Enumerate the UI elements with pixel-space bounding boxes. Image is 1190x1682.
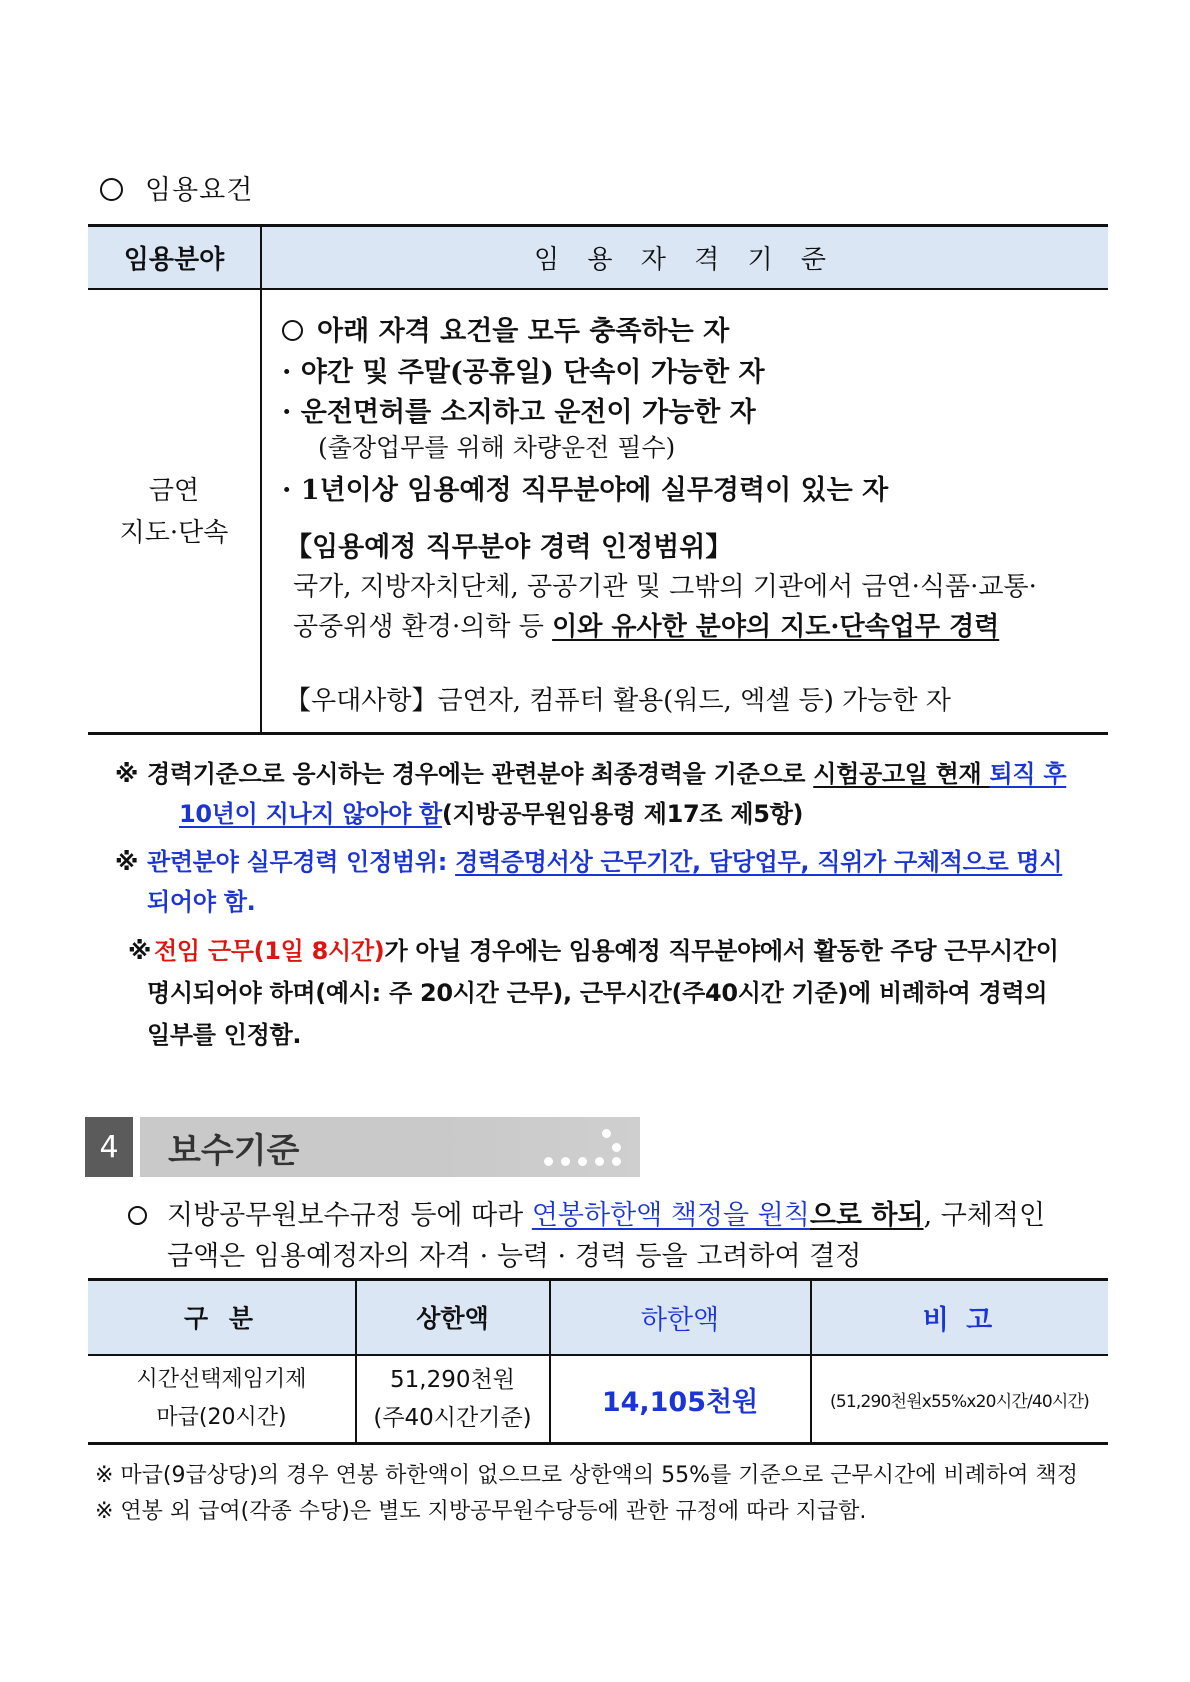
criteria-item-3: · 1년이상 임용예정 직무분야에 실무경력이 있는 자 [282, 475, 889, 506]
header-criteria: 임 용 자 격 기 준 [533, 244, 837, 275]
pay-footnote-2: ※ 연봉 외 급여(각종 수당)은 별도 지방공무원수당등에 관한 규정에 따라 지급함. [95, 1499, 867, 1524]
criteria-item-2: · 운전면허를 소지하고 운전이 가능한 자 [282, 397, 756, 428]
field-name-line2: 지도·단속 [119, 518, 229, 548]
decor-dot [612, 1157, 621, 1166]
pay-row-remark: (51,290천원x55%x20시간/40시간) [830, 1391, 1089, 1412]
circle-bullet-icon [128, 1206, 147, 1225]
field-name-line1: 금연 [148, 476, 200, 506]
pay-header-lower: 하한액 [640, 1304, 720, 1336]
header-field: 임용분야 [123, 244, 225, 275]
table-column-divider [260, 226, 262, 732]
decor-dot [561, 1157, 570, 1166]
decor-dot [612, 1143, 621, 1152]
decor-dot [602, 1129, 611, 1138]
pay-row-category: 시간선택제임기제 마급(20시간) [136, 1367, 307, 1430]
pay-table-bottom-border [88, 1442, 1108, 1445]
note-2: ※ 관련분야 실무경력 인정범위: 경력증명서상 근무기간, 담당업무, 직위가 구체적으로 명시 되어야 함. [115, 848, 1063, 916]
heading-text: 임용요건 [145, 175, 254, 206]
pay-header-remark: 비 고 [922, 1304, 997, 1336]
field-name-cell [88, 470, 260, 554]
preference-line: 【우대사항】금연자, 컴퓨터 활용(워드, 엑셀 등) 가능한 자 [285, 686, 951, 716]
section-title: 보수기준 [168, 1130, 300, 1171]
pay-row-upper: 51,290천원 (주40시간기준) [373, 1367, 532, 1431]
criteria-title: 아래 자격 요건을 모두 충족하는 자 [282, 309, 729, 348]
table-bottom-border [88, 732, 1108, 735]
note-1: ※ 경력기준으로 응시하는 경우에는 관련분야 최종경력을 기준으로 시험공고일 현재 퇴직 후 10년이 지나지 않아야 함(지방공무원임용령 제17조 제5항) [115, 760, 1067, 828]
career-range-line1: 국가, 지방자치단체, 공공기관 및 그밖의 기관에서 금연·식품·교통· [293, 572, 1037, 602]
table-header-border [88, 288, 1108, 290]
decor-dot [595, 1157, 604, 1166]
pay-header-upper: 상한액 [416, 1304, 489, 1333]
career-range-emphasis: 이와 유사한 분야의 지도·단속업무 경력 [552, 612, 1000, 642]
decor-dot [544, 1157, 553, 1166]
section-number: 4 [85, 1117, 133, 1177]
note-3: ※ 전임 근무(1일 8시간)가 아닐 경우에는 임용예정 직무분야에서 활동한 주당 근무시간이 명시되어야 하며(예시: 주 20시간 근무), 근무시간(주40시간 기준)에 비례하여 경력의 일부를 인정함. [128, 937, 1059, 1049]
section-heading-appointment [100, 168, 253, 207]
circle-bullet-icon [282, 320, 303, 341]
career-range-title: 【임용예정 직무분야 경력 인정범위】 [285, 532, 733, 563]
decor-dot [578, 1157, 587, 1166]
pay-header-category: 구 분 [183, 1304, 259, 1333]
criteria-item-1: · 야간 및 주말(공휴일) 단속이 가능한 자 [282, 357, 765, 388]
pay-description-line2: 금액은 임용예정자의 자격 · 능력 · 경력 등을 고려하여 결정 [167, 1241, 862, 1272]
pay-description-line1: 지방공무원보수규정 등에 따라 연봉하한액 책정을 원칙으로 하되, 구체적인 [128, 1193, 1045, 1232]
career-range-line2: 공중위생 환경·의학 등 이와 유사한 분야의 지도·단속업무 경력 [293, 612, 1000, 642]
criteria-item-2-note: (출장업무를 위해 차량운전 필수) [318, 433, 676, 462]
pay-row-lower: 14,105천원 [601, 1386, 759, 1418]
circle-bullet-icon [100, 178, 123, 201]
pay-footnote-1: ※ 마급(9급상당)의 경우 연봉 하한액이 없으므로 상한액의 55%를 기준으로 근무시간에 비례하여 책정 [95, 1463, 1078, 1488]
